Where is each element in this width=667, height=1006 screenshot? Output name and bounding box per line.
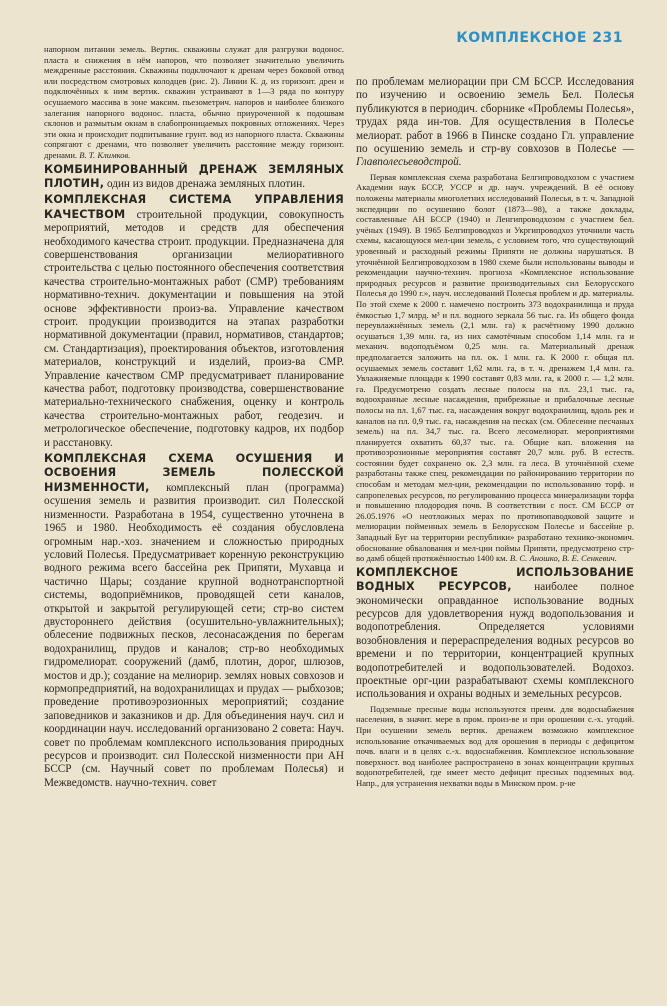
entry-text: наиболее полное экономически оправданное использование водных ресурсов для удовлетворения нужд водопользования и водопотребления. Определяется условиями возобновления и перераспределения водных ресурсов во времени и по территории, концентрацией крупных водопотребителей и водопользователей. Водохоз. проектные орг-ции разрабатывают схемы комплексного использования и охраны водных и земельных ресурсов.: [356, 581, 634, 701]
organization-name: Главполесьеводстрой.: [356, 156, 462, 169]
paragraph-text: напорном питании земель. Вертик. скважины служат для разгрузки водонос. пласта и снижения в нём напоров, что позволяет значительно увеличить междренные расстояния. Скважины подключают к дренам через боковой отвод или посредством смотровых колодцев (рис. 2). Линии К. д. из горизонт. дрен и подключённых к ним вертик. скважин устраивают в 1—3 ряда по контуру осушаемого массива в зоне максим. пьезометрич. напоров и наиболее близкого залегания напорного водонос. пласта, обычно приуроченной к подошвам склонов и размытым окнам в слабопроницаемых покровных отложениях. Через эти окна и происходит подпитывание грунт. вод из напорного пласта. Скважины сопрягают с дренами, что позволяет увеличить расстояние между горизонт. дренами.: [44, 44, 344, 160]
article-combined-drainage: [44, 163, 344, 192]
article-water-resources: [356, 566, 634, 702]
entry-text: строительной продукции, совокупность мероприятий, методов и средств для обеспечения необходимого качества строит. продукции. Предназначена для совершенствования организации мелиоративного строительства с целью постоянного обеспечения соответствия качества строительно-монтажных работ (СМР) требованиям нормативно-технич. документации и повышения на этой основе эффективности произ-ва. Управление качеством строит. продукции производится на этапах разработки нормативной документации (правил, нормативов, стандартов; см. Стандартизация), проектирования объектов, изготовления материалов, конструкций и изделий, произ-ва СМР. Управление качеством СМР предусматривает планирование качества работ, подготовку производства, совершенствование материально-технического снабжения, оценку и контроль качества строительно-монтажных работ, геодезич. и метрологическое обеспечение, подготовку кадров, их подбор и расстановку.: [44, 208, 344, 449]
right-column: [356, 76, 634, 1006]
running-header: КОМПЛЕКСНОЕ 231: [456, 30, 623, 46]
entry-title: КОМПЛЕКСНОЕ ИСПОЛЬЗОВАНИЕ ВОДНЫХ РЕСУРСОВ,: [356, 565, 634, 594]
entry-text: комплексный план (программа) осушения земель и развития производит. сил Полесской низменности. Разработана в 1954, существенно уточнена в 1965 и 1980. Необходимость её создания обусловлена огромным нар.-хоз. значением и сложностью природных условий Полесья. Предусматривает коренную реконструкцию водного режима всего бассейна рек Припяти, Мухавца и частично Щары; создание крупной воднотранспортной системы, водоприёмников, проводящей сети каналов, открытой и закрытой регулирующей сети; стр-во систем двустороннего действия (осушительно-увлажнительных); облесение подвижных песков, лесонасаждения по берегам водохранилищ, прудов и каналов; стр-во необходимых гидромелиорат. сооружений (дамб, плотин, дорог, шлюзов, мостов и др.); создание на мелиорир. землях новых совхозов и кормопредприятий, на водохранилищах и прудах — рыбхозов; проведение противоэрозионных мероприятий; создание заповедников и заказников и др. Для объединения науч. сил и координации науч. исследований организовано 2 совета: Науч. совет по проблемам комплексного использования природных ресурсов и производит. сил Полесской низменности при АН БССР (см. Научный совет по проблемам Полесья) и Межведомств. научно-технич. совет: [44, 481, 344, 789]
article-quality-management: [44, 193, 344, 450]
entry-text: один из видов дренажа земляных плотин.: [106, 177, 306, 190]
entry-title: КОМПЛЕКСНАЯ СИСТЕМА УПРАВЛЕНИЯ КАЧЕСТВОМ: [44, 193, 344, 221]
author-signature: В. Т. Климков.: [79, 149, 131, 160]
left-column: [44, 44, 344, 974]
article-polesye-continuation: [356, 76, 634, 170]
entry-title: КОМБИНИРОВАННЫЙ ДРЕНАЖ ЗЕМЛЯНЫХ ПЛОТИН,: [44, 162, 344, 190]
paragraph-text: по проблемам мелиорации при СМ БССР. Исследования по изучению и освоению земель Бел. Полесья публикуются в периодич. сборнике «Проблемы Полесья», трудах ряда ин-тов. Для осуществления в Полесье мелиорат. работ в 1966 в Пинске создано Гл. управление по осушению земель и стр-ву совхозов в Полесье —: [356, 76, 634, 156]
entry-title: КОМПЛЕКСНАЯ СХЕМА ОСУШЕНИЯ И ОСВОЕНИЯ ЗЕМЕЛЬ ПОЛЕССКОЙ НИЗМЕННОСТИ,: [44, 452, 344, 494]
author-signature: В. С. Аношко, В. Е. Сенкевич.: [509, 553, 617, 564]
paragraph-text: Первая комплексная схема разработана Белгипроводхозом с участием Академии наук БССР, УССР и др. науч. учреждений. В её основу положены материалы многолетних исследований Полесья, в т. ч. Западной экспедиции по осушению болот (1873—98), а также доклады, составленные АН БССР (1940) и Ленгипроводхозом с участием бел. учёных (1949). В 1965 Белгипроводхоз и Укргипроводхоз уточнили часть схемы, касающуюся мел-ции земель, с условием того, что существующий уровенный и расходный режимы Припяти не должны нарушаться. В уточнённой Белгипроводхозом в 1980 схеме были использованы выводы и рекомендации научно-технич. прогноза «Комплексное использование природных ресурсов и развитие производительных сил Белорусского Полесья до 1990 г.», науч. исследований Полесья проблем и др. материалы. По этой схеме к 2000 г. намечено построить 373 водохранилища и пруда ёмкостью 1,7 млрд. м³ и пл. водного зеркала 56 тыс. га. Из общего фонда переувлажнённых земель (2,1 млн. га) к расчётному 1990 должно осушаться 1,39 млн. га, из них самотёчным способом 1,14 млн. га и механич. водоподъёмом 0,25 млн. га. Материальный дренаж предполагается заложить на пл. ок. 1 млн. га. К 2000 г. общая пл. осушаемых земель составит 1,62 млн. га, в т. ч. дренажем 1,4 млн. га. Увлажняемые площади к 1990 составят 0,83 млн. га, к 2000 г. — 1,2 млн. га. Предусмотрено создать лесные полосы на пл. 23,1 тыс. га, водоохранные лесные насаждения, прибрежные и прибалочные лесные полосы на пл. 1,67 тыс. га, насаждения вокруг водохранилищ, вдоль рек и каналов на пл. 0,9 тыс. га, насаждения на песках (см. Облесение песчаных земель) на пл. 34,7 тыс. га. Всего лесомелиорат. мероприятиями планируется охватить 60,37 тыс. га. Общие кап. вложения на противоэрозионные мероприятия составят 20,7 млн. руб. В естеств. состоянии будет сохранено ок. 2,3 млн. га леса. В уточнённой схеме разработаны также спец. рекомендации по районированию территории по способам и методам мел-ции, рекомендации по использованию торф. и сапропелевых ресурсов, по регулированию процесса минерализации торфа и повышению плодородия почв. В соответствии с пост. СМ БССР от 26.05.1976 «О неотложных мерах по противопаводковой защите и мелиорации пойменных земель в Белорусском Полесье и бассейне р. Западный Буг на территории республики» разработано технико-экономич. обоснование обвалования и мел-ции поймы Припяти, предусмотрено стр-во дамб общей протяжённостью 1400 км.: [356, 171, 634, 564]
article-drainage-continuation: [44, 44, 344, 161]
article-polesye-scheme: [44, 452, 344, 790]
article-water-resources-details: Подземные пресные воды используются преим. для водоснабжения населения, в значит. мере в пром. произ-ве и при орошении с.-х. угодий. При осушении земель вертик. дренажем возможно комплексное использование откачиваемых вод для орошения в периоды с дефицитом почв. влаги и в целях с.-х. водоснабжения. Комплексное использование поверхност. вод наиболее распространено в зонах концентрации крупных водопотребителей, где имеет место дефицит пресных подземных вод. Напр., для устранения нехватки воды в Минском пром. р-не: [356, 703, 634, 789]
article-polesye-details: [356, 172, 634, 564]
